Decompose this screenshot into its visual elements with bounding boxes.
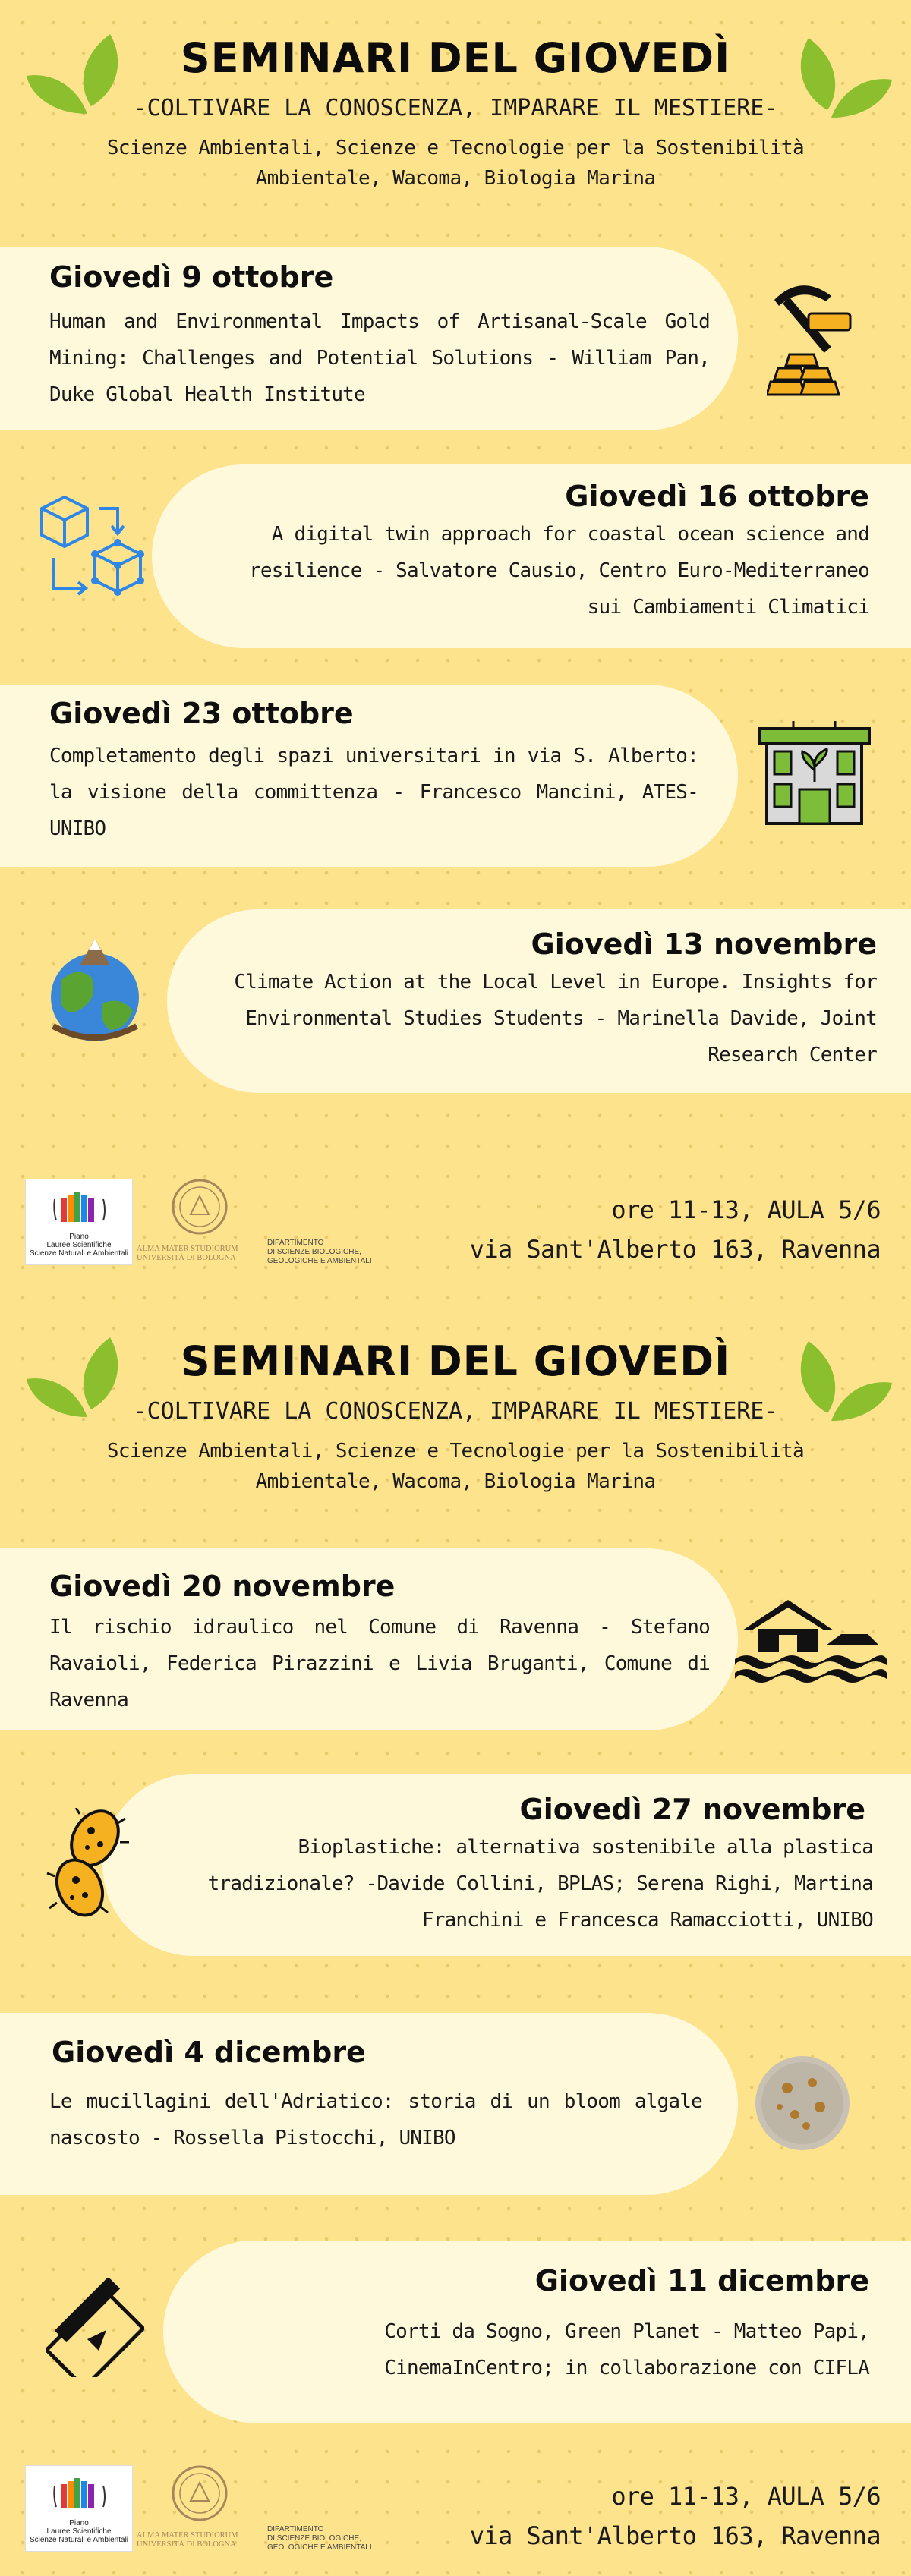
- seminar-date: Giovedì 13 novembre: [531, 927, 877, 961]
- dept-name-1: DIPARTIMENTO: [267, 1239, 324, 1247]
- courses-line-2: Ambientale, Wacoma, Biologia Marina: [255, 167, 656, 190]
- dept-name-3: GEOLOGICHE E AMBIENTALI: [267, 2543, 372, 2552]
- courses-line-2: Ambientale, Wacoma, Biologia Marina: [255, 1470, 656, 1493]
- venue-time-room: ore 11-13, AULA 5/6: [611, 1195, 881, 1224]
- earth-globe-icon: [38, 935, 152, 1049]
- dept-name-1: DIPARTIMENTO: [267, 2525, 324, 2533]
- page-title: SEMINARI DEL GIOVEDÌ: [180, 34, 731, 82]
- pickaxe-gold-icon: [767, 277, 854, 398]
- seminar-date: Giovedì 16 ottobre: [565, 480, 869, 513]
- piano-lauree-logo: [25, 2465, 133, 2552]
- seminar-date: Giovedì 11 dicembre: [534, 2264, 869, 2297]
- unibo-logo: [137, 2464, 387, 2556]
- seminar-date: Giovedì 4 dicembre: [52, 2036, 366, 2069]
- tagline: -COLTIVARE LA CONOSCENZA, IMPARARE IL MESTIERE-: [133, 1398, 778, 1425]
- unibo-name-1: ALMA MATER STUDIORUM: [137, 2531, 238, 2540]
- piano-lauree-icon: [53, 2471, 106, 2516]
- piano-lauree-text: Piano Lauree Scientifiche Scienze Naturali e Ambientali: [29, 1233, 129, 1258]
- dept-name-2: DI SCIENZE BIOLOGICHE,: [267, 1248, 361, 1256]
- courses-line-1: Scienze Ambientali, Scienze e Tecnologie per la Sostenibilità: [106, 137, 805, 159]
- tagline: -COLTIVARE LA CONOSCENZA, IMPARARE IL MESTIERE-: [133, 95, 778, 121]
- venue-block: [470, 2477, 881, 2556]
- dept-name-2: DI SCIENZE BIOLOGICHE,: [267, 2534, 361, 2543]
- green-building-icon: [755, 717, 873, 827]
- unibo-logo: [137, 1178, 387, 1269]
- petri-dish-icon: [753, 2054, 852, 2152]
- seminar-description: Le mucillagini dell'Adriatico: storia di un bloom algale nascosto - Rossella Pistocchi, UNIBO: [49, 2090, 702, 2149]
- seminar-date: Giovedì 27 novembre: [519, 1793, 865, 1826]
- page-title: SEMINARI DEL GIOVEDÌ: [180, 1337, 731, 1385]
- seminar-description: Climate Action at the Local Level in Europe. Insights for Environmental Studies Students - Marinella Davide, Joint Research Center: [234, 971, 877, 1066]
- piano-lauree-text: Piano Lauree Scientifiche Scienze Naturali e Ambientali: [29, 2519, 129, 2544]
- unibo-seal-icon: [171, 2464, 229, 2522]
- seminar-description: Completamento degli spazi universitari in via S. Alberto: la visione della committenza - Francesco Mancini, ATES-UNIBO: [49, 745, 698, 840]
- seminar-description: A digital twin approach for coastal ocean science and resilience - Salvatore Causio, Centro Euro-Mediterraneo sui Cambiamenti Climatici: [249, 523, 869, 619]
- dept-name-3: GEOLOGICHE E AMBIENTALI: [267, 1257, 372, 1265]
- unibo-name-2: UNIVERSITÀ DI BOLOGNA: [137, 2540, 236, 2549]
- clapperboard-icon: [46, 2278, 144, 2377]
- seminar-description: Bioplastiche: alternativa sostenibile alla plastica tradizionale? -Davide Collini, BPLAS; Serena Righi, Martina Franchini e Francesca Ramacciotti, UNIBO: [207, 1836, 873, 1932]
- seminar-date: Giovedì 23 ottobre: [49, 697, 354, 730]
- flood-house-icon: [735, 1592, 887, 1683]
- venue-block: [470, 1190, 881, 1269]
- seminar-description: Il rischio idraulico nel Comune di Ravenna - Stefano Ravaioli, Federica Pirazzini e Livia Bruganti, Comune di Ravenna: [49, 1616, 710, 1712]
- venue-time-room: ore 11-13, AULA 5/6: [611, 2482, 881, 2511]
- bacteria-icon: [46, 1808, 137, 1922]
- unibo-seal-icon: [171, 1178, 229, 1236]
- courses-line-1: Scienze Ambientali, Scienze e Tecnologie per la Sostenibilità: [106, 1440, 805, 1463]
- seminar-date: Giovedì 20 novembre: [49, 1570, 396, 1603]
- unibo-name-2: UNIVERSITÀ DI BOLOGNA: [137, 1254, 236, 1262]
- venue-address: via Sant'Alberto 163, Ravenna: [469, 1235, 881, 1264]
- digital-twin-cube-icon: [34, 490, 156, 611]
- piano-lauree-icon: [53, 1184, 106, 1230]
- seminar-description: Human and Environmental Impacts of Artisanal-Scale Gold Mining: Challenges and Potential Solutions - William Pan, Duke Global Health Institute: [49, 310, 710, 406]
- unibo-name-1: ALMA MATER STUDIORUM: [137, 1245, 238, 1253]
- venue-address: via Sant'Alberto 163, Ravenna: [469, 2521, 881, 2550]
- seminar-date: Giovedì 9 ottobre: [49, 260, 334, 294]
- seminar-description: Corti da Sogno, Green Planet - Matteo Papi, CinemaInCentro; in collaborazione con CIFLA: [384, 2320, 869, 2379]
- piano-lauree-logo: [25, 1179, 133, 1265]
